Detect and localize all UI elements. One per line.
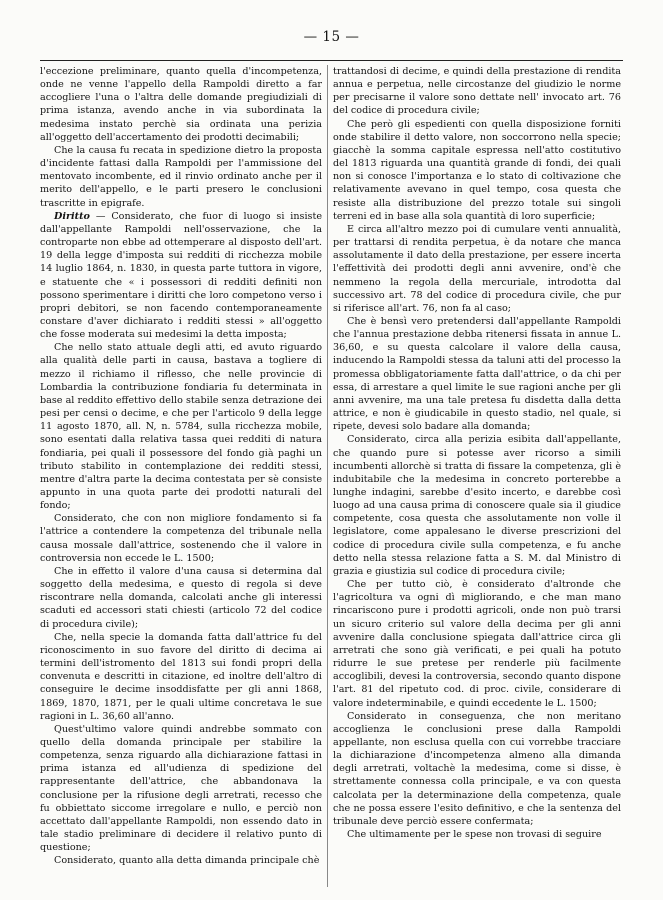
- paragraph: Che in effetto il valore d'una causa si determina dal soggetto della medesima, e questo di regola si deve riscontrare nella domanda, calcolati anche gli interessi scaduti ed accessori stati chiesti (articolo 72 del codice di procedura civile);: [40, 565, 322, 630]
- page-header: [0, 28, 663, 48]
- paragraph: Considerato, circa alla perizia esibita dall'appellante, che quando pure si potesse aver ricorso a simili incumbenti allorchè si tratta di fissare la competenza, gli è indubitabile che la medesima in concreto porterebbe a lunghe indagini, sarebbe d'esito incerto, e darebbe così luogo ad una causa prima di conoscere quale sia il giudice competente, cosa questa che assolutamente non volle il legislatore, come appalesano le diverse prescrizioni del codice di procedura civile sulla competenza, e fu anche detto nella stessa relazione fatta a S. M. dal Ministro di grazia e giustizia sul codice di procedura civile;: [333, 434, 621, 577]
- paragraph: Considerato in conseguenza, che non meritano accoglienza le conclusioni prese dalla Rampoldi appellante, non esclusa quella con cui vorrebbe tracciare la dichiarazione d'incompetenza almeno alla dimanda degli arretrati, voltachè la medesima, come si disse, è strettamente connessa colla principale, e va con questa calcolata per la determinazione della competenza, quale che ne possa essere l'esito definitivo, e che la sentenza del tribunale deve perciò essere confermata;: [333, 710, 621, 827]
- right-column: [333, 65, 621, 841]
- paragraph: Che è bensì vero pretendersi dall'appellante Rampoldi che l'annua prestazione debba ritenersi fissata in annue L. 36,60, e su questa calcolare il valore della causa, inducendo la Rampoldi stessa da taluni atti del processo la promessa obbligatoriamente fatta dall'attrice, o da chi per essa, di arrestare a quel limite le sue ragioni anche per gli anni avvenire, ma una tale pretesa fu disdetta dalla detta attrice, e non è giudicabile in questo stadio, nel quale, si ripete, devesi solo badare alla domanda;: [333, 315, 621, 433]
- paragraph: E circa all'altro mezzo poi di cumulare venti annualità, per trattarsi di rendita perpetua, è da notare che manca assolutamente il dato della prestazione, per essere incerta l'effettività dei prodotti degli anni avvenire, ond'è che nemmeno la regola della mercuriale, introdotta dal successivo art. 78 del codice di procedura civile, che pur si riferisce all'art. 76, non fa al caso;: [333, 223, 621, 314]
- column-divider: [327, 65, 328, 887]
- section-lead: Diritto: [54, 210, 90, 222]
- paragraph: l'eccezione preliminare, quanto quella d'incompetenza, onde ne venne l'appello della Rampoldi diretto a far accogliere l'una o l'altra delle domande pregiudiziali di prima istanza, avendo anche in via subordinata la medesima instato perchè sia ordinata una perizia all'oggetto dell'accertamento dei prodotti decimabili;: [40, 66, 322, 143]
- paragraph: Considerato, quanto alla detta dimanda principale chè: [54, 855, 320, 867]
- paragraph: Che la causa fu recata in spedizione dietro la proposta d'incidente fattasi dalla Rampoldi per l'ammissione del mentovato incombente, ed il rinvio ordinato anche per il merito dell'appello, e le parti presero le conclusioni trascritte in epigrafe.: [40, 144, 322, 209]
- paragraph: Diritto — Considerato, che fuor di luogo si insiste dall'appellante Rampoldi nell'osservazione, che la controparte non ebbe ad ottemperare al disposto dell'art. 19 della legge d'imposta sui redditi di ricchezza mobile 14 luglio 1864, n. 1830, in questa parte tuttora in vigore, e statuente che « i possessori di redditi definiti non possono sperimentare i diritti che loro competono verso i propri debitori, se non facendo contemporaneamente constare d'aver dichiarato i redditi stessi » all'oggetto che fosse moderata sui medesimi la detta imposta;: [40, 210, 322, 341]
- page-number: — 15 —: [303, 29, 360, 45]
- paragraph: Che nello stato attuale degli atti, ed avuto riguardo alla qualità delle parti in causa, bastava a togliere di mezzo il richiamo il riflesso, che nelle provincie di Lombardia la contribuzione fondiaria fu determinata in base al reddito effettivo dello stabile senza detrazione dei pesi per censi o decime, e che per l'articolo 9 della legge 11 agosto 1870, all. N, n. 5784, sulla ricchezza mobile, sono esentati dalla relativa tassa quei redditi di natura fondiaria, pei quali il possessore del fondo già paghi un tributo stabilito in contemplazione dei redditi stessi, mentre d'altra parte la decima contestata per sè consiste appunto in una quota parte dei prodotti naturali del fondo;: [40, 342, 322, 512]
- paragraph: Quest'ultimo valore quindi andrebbe sommato con quello della domanda principale per stabilire la competenza, senza riguardo alla dichiarazione fattasi in prima istanza ed all'udienza di spedizione del rappresentante dell'attrice, che abbandonava la conclusione per la rifusione degli arretrati, recesso che fu obbiettato siccome irregolare e nullo, e perciò non accettato dall'appellante Rampoldi, non essendo dato in tale stadio preliminare di decidere il relativo punto di questione;: [40, 723, 322, 854]
- paragraph: Che per tutto ciò, è considerato d'altronde che l'agricoltura va ogni dì migliorando, e che man mano rincariscono pure i prodotti agricoli, onde non può trarsi un sicuro criterio sul valore della decima per gli anni avvenire dalla conclusione spiegata dall'attrice circa gli arretrati che sono già verificati, e pei quali ha potuto ridurre le sue pretese per renderle più facilmente accoglibili, devesi la controversia, secondo quanto dispone l'art. 81 del ripetuto cod. di proc. civile, considerare di valore indeterminabile, e quindi eccedente le L. 1500;: [333, 579, 621, 709]
- paragraph: trattandosi di decime, e quindi della prestazione di rendita annua e perpetua, nelle circostanze del giudizio le norme per precisarne il valore sono dettate nell' invocato art. 76 del codice di procedura civile;: [333, 66, 621, 117]
- paragraph: Che però gli espedienti con quella disposizione forniti onde stabilire il detto valore, non soccorrono nella specie; giacchè la somma capitale espressa nell'atto costitutivo del 1813 riguarda una quantità grande di fondi, dei quali non si conosce l'importanza e lo stato di coltivazione che relativamente avevano in quel tempo, cosa questa che resiste alla distribuzione del prezzo totale sui singoli terreni ed in base alla sola quantità di loro superficie;: [333, 118, 621, 222]
- paragraph: Che, nella specie la domanda fatta dall'attrice fu del riconoscimento in suo favore del diritto di decima ai termini dell'istromento del 1813 sui fondi propri della convenuta e descritti in citazione, ed inoltre dell'altro di conseguire le decime insoddisfatte per gli anni 1868, 1869, 1870, 1871, per le quali ultime concretava le sue ragioni in L. 36,60 all'anno.: [40, 631, 322, 722]
- left-column: [40, 65, 322, 868]
- header-rule: [40, 60, 623, 61]
- paragraph: Considerato, che con non migliore fondamento si fa l'attrice a contendere la competenza del tribunale nella causa mossale dall'attrice, sostenendo che il valore in controversia non eccede le L. 1500;: [40, 513, 322, 564]
- paragraph: Che ultimamente per le spese non trovasi di seguire: [347, 829, 602, 841]
